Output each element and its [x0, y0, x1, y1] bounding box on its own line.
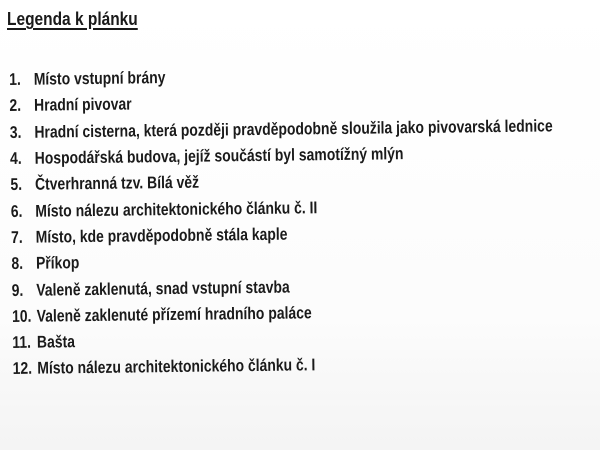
legend-item-12 [13, 350, 556, 383]
item-number: 11. [12, 332, 32, 353]
item-text: Hradní pivovar [33, 94, 132, 116]
item-number: 3. [9, 122, 22, 142]
item-number: 5. [10, 175, 23, 195]
item-text: Místo nálezu architektonického článku č. I [37, 355, 316, 379]
item-number: 12. [12, 359, 33, 379]
item-number: 10. [11, 306, 32, 326]
item-text: Čtverhranná tzv. Bílá věž [34, 173, 200, 195]
legend-list [9, 59, 600, 383]
item-text: Místo nálezu architektonického článku č. II [35, 197, 318, 221]
item-text: Bašta [36, 332, 76, 352]
item-text: Valeně zaklenuté přízemí hradního paláce [36, 303, 312, 326]
item-number: 6. [10, 201, 23, 221]
item-number: 4. [10, 148, 22, 169]
item-text: Hradní cisterna, která později pravděpodobně sloužila jako pivovarská lednice [34, 116, 553, 142]
item-text: Příkop [35, 253, 80, 273]
item-number: 1. [9, 69, 21, 90]
item-text: Hospodářská budova, jejíž součástí byl samotížný mlýn [34, 144, 404, 168]
item-text: Valeně zaklenutá, snad vstupní stavba [36, 277, 290, 300]
item-number: 8. [11, 254, 24, 274]
legend-title: Legenda k plánku [7, 9, 138, 29]
item-number: 7. [10, 227, 23, 247]
item-text: Místo vstupní brány [33, 68, 166, 89]
item-number: 9. [11, 280, 24, 300]
item-text: Místo, kde pravděpodobně stála kaple [35, 224, 288, 247]
item-number: 2. [9, 96, 22, 116]
